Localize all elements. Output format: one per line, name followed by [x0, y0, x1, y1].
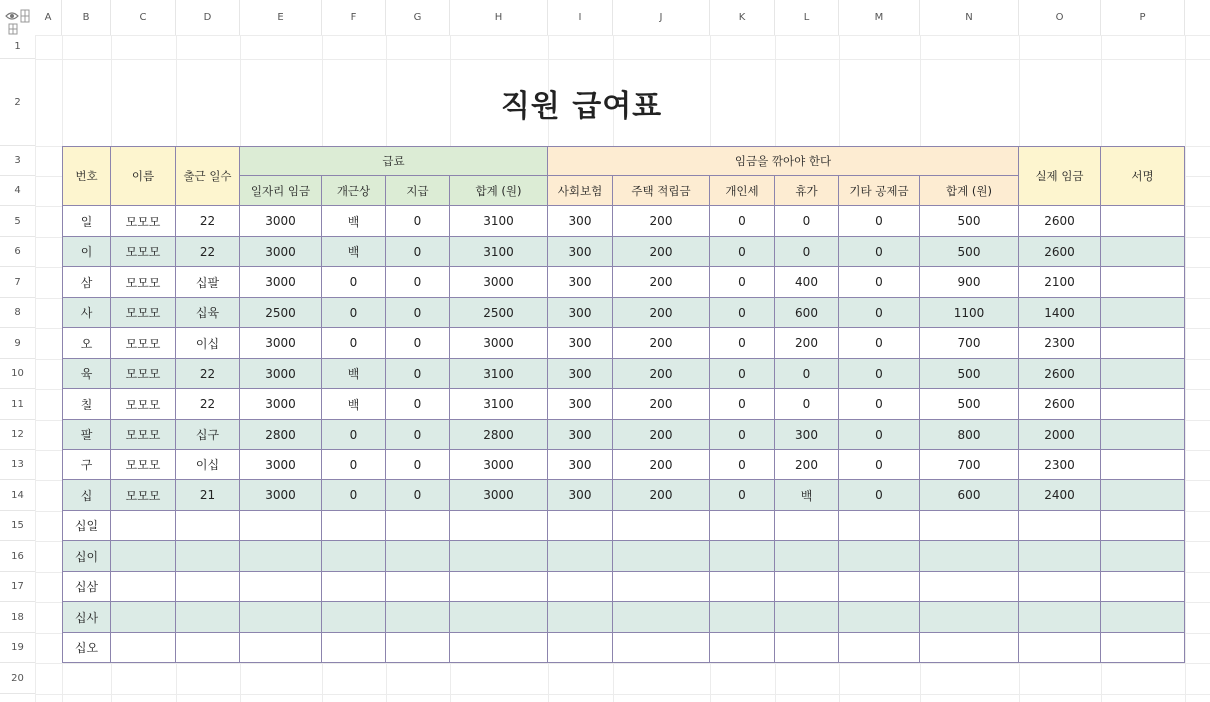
- row-number-cell[interactable]: 구: [62, 450, 111, 480]
- row-number-cell[interactable]: 오: [62, 328, 111, 359]
- table-cell[interactable]: [176, 633, 240, 663]
- column-header-m[interactable]: M: [839, 0, 920, 35]
- table-cell[interactable]: 3000: [240, 237, 322, 267]
- column-header-h[interactable]: H: [450, 0, 548, 35]
- header-pay-group[interactable]: 급료: [240, 146, 548, 176]
- table-cell[interactable]: 22: [176, 237, 240, 267]
- table-cell[interactable]: [839, 511, 920, 541]
- row-header-8[interactable]: 8: [0, 298, 35, 328]
- table-cell[interactable]: 3000: [450, 328, 548, 359]
- table-cell[interactable]: 0: [322, 298, 386, 328]
- table-cell[interactable]: [450, 633, 548, 663]
- table-cell[interactable]: 모모모: [111, 298, 176, 328]
- table-cell[interactable]: [710, 541, 775, 572]
- row-header-11[interactable]: 11: [0, 389, 35, 420]
- table-cell[interactable]: 200: [613, 480, 710, 511]
- table-cell[interactable]: [1019, 572, 1101, 602]
- table-cell[interactable]: [1101, 328, 1185, 359]
- freeze-columns-icon[interactable]: [21, 10, 29, 22]
- subheader-10[interactable]: 합계 (원): [920, 176, 1019, 206]
- table-cell[interactable]: [920, 602, 1019, 633]
- table-cell[interactable]: 300: [548, 450, 613, 480]
- row-number-cell[interactable]: 사: [62, 298, 111, 328]
- table-cell[interactable]: 0: [839, 328, 920, 359]
- row-number-cell[interactable]: 십삼: [62, 572, 111, 602]
- table-cell[interactable]: 이십: [176, 450, 240, 480]
- table-cell[interactable]: 0: [710, 389, 775, 420]
- table-cell[interactable]: 22: [176, 359, 240, 389]
- table-cell[interactable]: 2600: [1019, 359, 1101, 389]
- grid-hline: [35, 694, 1210, 695]
- table-cell[interactable]: 300: [548, 389, 613, 420]
- table-cell[interactable]: 300: [548, 328, 613, 359]
- table-cell[interactable]: 0: [710, 298, 775, 328]
- table-cell[interactable]: 0: [386, 267, 450, 298]
- table-cell[interactable]: 600: [775, 298, 839, 328]
- table-cell[interactable]: 300: [548, 480, 613, 511]
- header-deduct-group[interactable]: 임금을 깎아야 한다: [548, 146, 1019, 176]
- table-cell[interactable]: 3000: [450, 267, 548, 298]
- row-header-6[interactable]: 6: [0, 237, 35, 267]
- table-cell[interactable]: [1101, 511, 1185, 541]
- freeze-rows-icon[interactable]: [9, 24, 17, 34]
- table-cell[interactable]: 0: [839, 267, 920, 298]
- table-cell[interactable]: 2800: [240, 420, 322, 450]
- table-cell[interactable]: 200: [613, 450, 710, 480]
- table-cell[interactable]: 3000: [240, 389, 322, 420]
- table-cell[interactable]: [710, 602, 775, 633]
- header-name[interactable]: 이름: [111, 146, 176, 206]
- table-cell[interactable]: [176, 511, 240, 541]
- row-header-3[interactable]: 3: [0, 146, 35, 176]
- sheet-corner[interactable]: [4, 6, 32, 36]
- table-cell[interactable]: [1019, 511, 1101, 541]
- column-header-b[interactable]: B: [62, 0, 111, 35]
- table-cell[interactable]: 0: [839, 359, 920, 389]
- table-cell[interactable]: [386, 602, 450, 633]
- table-cell[interactable]: [450, 511, 548, 541]
- grid-hline: [35, 663, 1210, 664]
- table-cell[interactable]: 700: [920, 450, 1019, 480]
- table-cell[interactable]: 0: [839, 298, 920, 328]
- table-cell[interactable]: 0: [386, 420, 450, 450]
- table-cell[interactable]: [1101, 298, 1185, 328]
- table-cell[interactable]: [920, 572, 1019, 602]
- row-header-16[interactable]: 16: [0, 541, 35, 572]
- table-cell[interactable]: [710, 572, 775, 602]
- table-cell[interactable]: [775, 541, 839, 572]
- table-cell[interactable]: [240, 511, 322, 541]
- table-cell[interactable]: 0: [386, 237, 450, 267]
- table-cell[interactable]: 200: [613, 298, 710, 328]
- row-header-13[interactable]: 13: [0, 450, 35, 480]
- table-cell[interactable]: 200: [613, 206, 710, 237]
- table-cell[interactable]: 1400: [1019, 298, 1101, 328]
- table-cell[interactable]: [613, 602, 710, 633]
- table-cell[interactable]: 800: [920, 420, 1019, 450]
- column-header-i[interactable]: I: [548, 0, 613, 35]
- row-header-4[interactable]: 4: [0, 176, 35, 206]
- table-cell[interactable]: [240, 541, 322, 572]
- grid-vline: [35, 35, 36, 702]
- table-cell[interactable]: 3000: [240, 328, 322, 359]
- table-cell[interactable]: 3000: [240, 450, 322, 480]
- table-cell[interactable]: 2500: [450, 298, 548, 328]
- table-cell[interactable]: [1019, 633, 1101, 663]
- table-cell[interactable]: [1101, 267, 1185, 298]
- table-cell[interactable]: [1101, 572, 1185, 602]
- table-cell[interactable]: [920, 541, 1019, 572]
- subheader-6[interactable]: 주택 적립금: [613, 176, 710, 206]
- table-cell[interactable]: 500: [920, 206, 1019, 237]
- table-cell[interactable]: 모모모: [111, 420, 176, 450]
- table-cell[interactable]: [450, 541, 548, 572]
- table-cell[interactable]: [613, 633, 710, 663]
- row-number-cell[interactable]: 육: [62, 359, 111, 389]
- table-cell[interactable]: 200: [775, 328, 839, 359]
- table-cell[interactable]: [111, 572, 176, 602]
- table-cell[interactable]: 200: [613, 267, 710, 298]
- table-cell[interactable]: 700: [920, 328, 1019, 359]
- table-cell[interactable]: 십구: [176, 420, 240, 450]
- table-cell[interactable]: [111, 602, 176, 633]
- table-cell[interactable]: 0: [710, 237, 775, 267]
- table-cell[interactable]: 3000: [450, 450, 548, 480]
- table-cell[interactable]: 0: [839, 480, 920, 511]
- table-cell[interactable]: 200: [613, 389, 710, 420]
- header-net-wage[interactable]: 실제 임금: [1019, 146, 1101, 206]
- row-number-cell[interactable]: 십: [62, 480, 111, 511]
- table-cell[interactable]: 백: [322, 206, 386, 237]
- row-header-7[interactable]: 7: [0, 267, 35, 298]
- table-cell[interactable]: 0: [839, 237, 920, 267]
- table-cell[interactable]: 0: [775, 389, 839, 420]
- table-cell[interactable]: 2100: [1019, 267, 1101, 298]
- table-cell[interactable]: [176, 602, 240, 633]
- subheader-3[interactable]: 지급: [386, 176, 450, 206]
- table-cell[interactable]: [775, 511, 839, 541]
- row-header-10[interactable]: 10: [0, 359, 35, 389]
- table-cell[interactable]: [1101, 359, 1185, 389]
- table-cell[interactable]: [613, 572, 710, 602]
- row-number-cell[interactable]: 십일: [62, 511, 111, 541]
- row-header-15[interactable]: 15: [0, 511, 35, 541]
- row-number-cell[interactable]: 이: [62, 237, 111, 267]
- table-cell[interactable]: [1101, 633, 1185, 663]
- table-cell[interactable]: 300: [548, 237, 613, 267]
- eye-icon[interactable]: [6, 13, 18, 19]
- table-cell[interactable]: 2800: [450, 420, 548, 450]
- table-cell[interactable]: [1019, 602, 1101, 633]
- table-cell[interactable]: 300: [775, 420, 839, 450]
- row-header-12[interactable]: 12: [0, 420, 35, 450]
- table-cell[interactable]: [240, 572, 322, 602]
- table-cell[interactable]: 0: [386, 359, 450, 389]
- column-header-o[interactable]: O: [1019, 0, 1101, 35]
- table-cell[interactable]: 300: [548, 359, 613, 389]
- table-cell[interactable]: [111, 633, 176, 663]
- column-header-d[interactable]: D: [176, 0, 240, 35]
- header-no[interactable]: 번호: [62, 146, 111, 206]
- table-cell[interactable]: [839, 602, 920, 633]
- table-cell[interactable]: 0: [839, 420, 920, 450]
- table-cell[interactable]: [1019, 541, 1101, 572]
- subheader-9[interactable]: 기타 공제금: [839, 176, 920, 206]
- row-header-5[interactable]: 5: [0, 206, 35, 237]
- table-cell[interactable]: [710, 633, 775, 663]
- table-cell[interactable]: 600: [920, 480, 1019, 511]
- table-cell[interactable]: [1101, 450, 1185, 480]
- table-cell[interactable]: [322, 602, 386, 633]
- table-cell[interactable]: 3000: [240, 206, 322, 237]
- table-cell[interactable]: 모모모: [111, 267, 176, 298]
- table-cell[interactable]: 0: [322, 420, 386, 450]
- table-cell[interactable]: 0: [322, 328, 386, 359]
- table-cell[interactable]: 200: [613, 237, 710, 267]
- table-cell[interactable]: 십팔: [176, 267, 240, 298]
- table-cell[interactable]: 0: [710, 359, 775, 389]
- table-cell[interactable]: [775, 633, 839, 663]
- table-cell[interactable]: 0: [386, 206, 450, 237]
- table-cell[interactable]: 0: [710, 480, 775, 511]
- table-cell[interactable]: 0: [322, 450, 386, 480]
- column-header-k[interactable]: K: [710, 0, 775, 35]
- table-cell[interactable]: 0: [839, 450, 920, 480]
- table-cell[interactable]: 0: [386, 450, 450, 480]
- table-cell[interactable]: [386, 572, 450, 602]
- table-cell[interactable]: 3000: [450, 480, 548, 511]
- table-cell[interactable]: 3000: [240, 480, 322, 511]
- table-cell[interactable]: 0: [775, 237, 839, 267]
- table-cell[interactable]: 3100: [450, 237, 548, 267]
- table-cell[interactable]: [176, 572, 240, 602]
- table-cell[interactable]: 모모모: [111, 237, 176, 267]
- table-cell[interactable]: 모모모: [111, 359, 176, 389]
- table-cell[interactable]: 백: [322, 237, 386, 267]
- table-cell[interactable]: [322, 511, 386, 541]
- table-cell[interactable]: 백: [322, 359, 386, 389]
- column-header-n[interactable]: N: [920, 0, 1019, 35]
- table-cell[interactable]: [322, 572, 386, 602]
- table-cell[interactable]: 21: [176, 480, 240, 511]
- page-title: 직원 급여표: [500, 88, 663, 124]
- subheader-4[interactable]: 합계 (원): [450, 176, 548, 206]
- table-cell[interactable]: [1101, 541, 1185, 572]
- table-cell[interactable]: 300: [548, 298, 613, 328]
- table-cell[interactable]: 200: [613, 328, 710, 359]
- subheader-7[interactable]: 개인세: [710, 176, 775, 206]
- table-cell[interactable]: 모모모: [111, 328, 176, 359]
- column-header-g[interactable]: G: [386, 0, 450, 35]
- table-cell[interactable]: [920, 633, 1019, 663]
- row-header-9[interactable]: 9: [0, 328, 35, 359]
- table-cell[interactable]: 0: [710, 328, 775, 359]
- table-cell[interactable]: 500: [920, 359, 1019, 389]
- table-cell[interactable]: 이십: [176, 328, 240, 359]
- column-header-c[interactable]: C: [111, 0, 176, 35]
- table-cell[interactable]: [548, 602, 613, 633]
- column-header-f[interactable]: F: [322, 0, 386, 35]
- table-cell[interactable]: 0: [839, 389, 920, 420]
- table-cell[interactable]: 3100: [450, 206, 548, 237]
- table-cell[interactable]: [386, 541, 450, 572]
- table-cell[interactable]: 2600: [1019, 206, 1101, 237]
- table-cell[interactable]: 400: [775, 267, 839, 298]
- table-cell[interactable]: 900: [920, 267, 1019, 298]
- table-cell[interactable]: 3100: [450, 389, 548, 420]
- table-cell[interactable]: [775, 572, 839, 602]
- table-cell[interactable]: 0: [386, 389, 450, 420]
- table-cell[interactable]: 0: [839, 206, 920, 237]
- table-cell[interactable]: 0: [710, 267, 775, 298]
- table-cell[interactable]: [775, 602, 839, 633]
- table-cell[interactable]: [548, 541, 613, 572]
- table-cell[interactable]: [1101, 206, 1185, 237]
- row-number-cell[interactable]: 일: [62, 206, 111, 237]
- table-cell[interactable]: 1100: [920, 298, 1019, 328]
- subheader-2[interactable]: 개근상: [322, 176, 386, 206]
- row-header-20[interactable]: 20: [0, 663, 35, 694]
- table-cell[interactable]: 3100: [450, 359, 548, 389]
- table-cell[interactable]: [111, 511, 176, 541]
- row-number-cell[interactable]: 십이: [62, 541, 111, 572]
- table-cell[interactable]: [386, 633, 450, 663]
- table-cell[interactable]: 모모모: [111, 206, 176, 237]
- table-cell[interactable]: 0: [322, 480, 386, 511]
- table-cell[interactable]: [176, 541, 240, 572]
- column-header-p[interactable]: P: [1101, 0, 1185, 35]
- table-cell[interactable]: 모모모: [111, 480, 176, 511]
- column-header-a[interactable]: A: [35, 0, 62, 35]
- subheader-5[interactable]: 사회보험: [548, 176, 613, 206]
- table-cell[interactable]: 3000: [240, 267, 322, 298]
- table-cell[interactable]: 백: [775, 480, 839, 511]
- table-cell[interactable]: 모모모: [111, 389, 176, 420]
- table-cell[interactable]: [710, 511, 775, 541]
- table-cell[interactable]: 0: [710, 450, 775, 480]
- grid-vline: [1185, 35, 1186, 702]
- subheader-8[interactable]: 휴가: [775, 176, 839, 206]
- table-cell[interactable]: [613, 541, 710, 572]
- table-cell[interactable]: [450, 602, 548, 633]
- table-cell[interactable]: [1101, 480, 1185, 511]
- table-cell[interactable]: 백: [322, 389, 386, 420]
- table-cell[interactable]: 300: [548, 267, 613, 298]
- row-number-cell[interactable]: 팔: [62, 420, 111, 450]
- header-days[interactable]: 출근 일수: [176, 146, 240, 206]
- row-header-17[interactable]: 17: [0, 572, 35, 602]
- table-cell[interactable]: [548, 511, 613, 541]
- row-number-cell[interactable]: 십오: [62, 633, 111, 663]
- table-cell[interactable]: [548, 572, 613, 602]
- row-header-2[interactable]: 2: [0, 59, 35, 146]
- table-cell[interactable]: 십육: [176, 298, 240, 328]
- table-cell[interactable]: 2000: [1019, 420, 1101, 450]
- table-cell[interactable]: 300: [548, 206, 613, 237]
- table-cell[interactable]: 0: [775, 359, 839, 389]
- table-cell[interactable]: 0: [386, 480, 450, 511]
- table-cell[interactable]: 2600: [1019, 237, 1101, 267]
- table-cell[interactable]: 2300: [1019, 328, 1101, 359]
- table-cell[interactable]: [322, 633, 386, 663]
- table-cell[interactable]: [240, 633, 322, 663]
- table-cell[interactable]: [1101, 389, 1185, 420]
- table-cell[interactable]: 0: [322, 267, 386, 298]
- table-cell[interactable]: 200: [775, 450, 839, 480]
- table-cell[interactable]: [920, 511, 1019, 541]
- table-cell[interactable]: [240, 602, 322, 633]
- table-cell[interactable]: [613, 511, 710, 541]
- table-cell[interactable]: [1101, 602, 1185, 633]
- row-header-19[interactable]: 19: [0, 633, 35, 663]
- table-cell[interactable]: [322, 541, 386, 572]
- table-cell[interactable]: 0: [710, 420, 775, 450]
- table-cell[interactable]: [839, 541, 920, 572]
- table-cell[interactable]: 500: [920, 237, 1019, 267]
- table-cell[interactable]: 200: [613, 420, 710, 450]
- table-cell[interactable]: 200: [613, 359, 710, 389]
- row-number-cell[interactable]: 삼: [62, 267, 111, 298]
- table-cell[interactable]: 모모모: [111, 450, 176, 480]
- table-cell[interactable]: 0: [775, 206, 839, 237]
- row-number-cell[interactable]: 칠: [62, 389, 111, 420]
- table-cell[interactable]: 300: [548, 420, 613, 450]
- table-cell[interactable]: [1101, 237, 1185, 267]
- column-header-e[interactable]: E: [240, 0, 322, 35]
- table-cell[interactable]: [548, 633, 613, 663]
- subheader-1[interactable]: 일자리 임금: [240, 176, 322, 206]
- table-cell[interactable]: 0: [386, 328, 450, 359]
- table-cell[interactable]: 22: [176, 389, 240, 420]
- table-cell[interactable]: 3000: [240, 359, 322, 389]
- table-cell[interactable]: [386, 511, 450, 541]
- table-cell[interactable]: 0: [386, 298, 450, 328]
- table-cell[interactable]: 22: [176, 206, 240, 237]
- table-cell[interactable]: [839, 633, 920, 663]
- row-header-1[interactable]: 1: [0, 35, 35, 59]
- table-cell[interactable]: 2400: [1019, 480, 1101, 511]
- table-cell[interactable]: [1101, 420, 1185, 450]
- header-signature[interactable]: 서명: [1101, 146, 1185, 206]
- column-header-j[interactable]: J: [613, 0, 710, 35]
- row-number-cell[interactable]: 십사: [62, 602, 111, 633]
- row-header-14[interactable]: 14: [0, 480, 35, 511]
- table-cell[interactable]: [450, 572, 548, 602]
- column-header-l[interactable]: L: [775, 0, 839, 35]
- grid-hline: [35, 35, 1210, 36]
- row-header-18[interactable]: 18: [0, 602, 35, 633]
- table-cell[interactable]: 2300: [1019, 450, 1101, 480]
- table-cell[interactable]: 2600: [1019, 389, 1101, 420]
- table-cell[interactable]: [111, 541, 176, 572]
- table-cell[interactable]: [839, 572, 920, 602]
- table-cell[interactable]: 2500: [240, 298, 322, 328]
- table-cell[interactable]: 0: [710, 206, 775, 237]
- table-cell[interactable]: 500: [920, 389, 1019, 420]
